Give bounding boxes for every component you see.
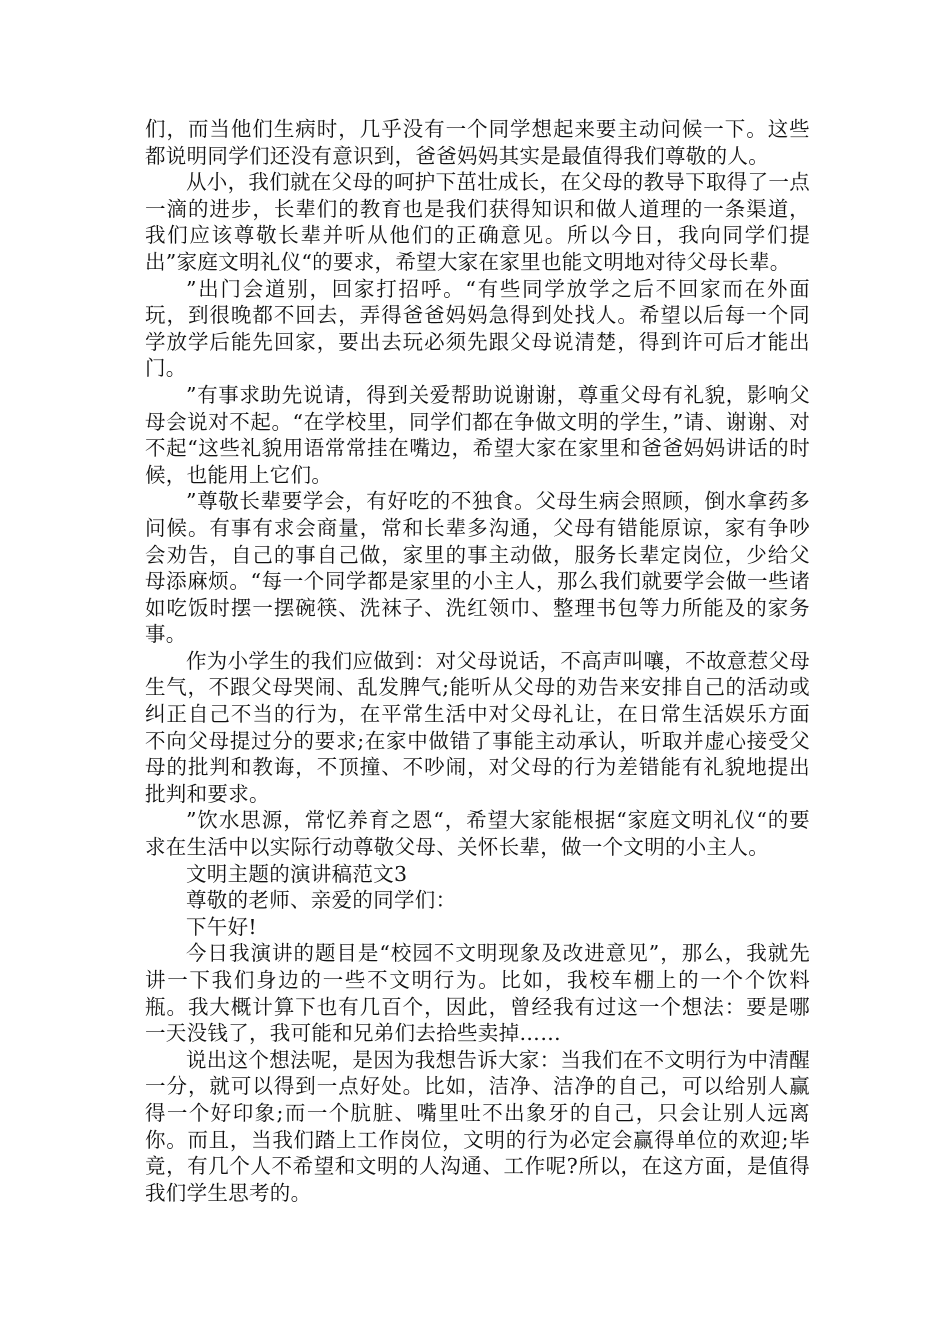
paragraph-say-please: ”有事求助先说请，得到关爱帮助说谢谢，尊重父母有礼貌，影响父母会说对不起。“在学校里，同学们都在争做文明的学生，”请、谢谢、对不起“这些礼貌用语常常挂在嘴边，希望大家在家里和爸爸妈妈讲话的时候，也能用上它们。 — [145, 382, 810, 487]
salutation: 尊敬的老师、亲爱的同学们： — [186, 888, 457, 913]
paragraph-pupil-duties: 作为小学生的我们应做到：对父母说话，不高声叫嚷，不故意惹父母生气，不跟父母哭闹、乱发脾气;能听从父母的劝告来安排自己的活动或纠正自己不当的行为，在平常生活中对父母礼让，在日常生活娱乐方面不向父母提过分的要求;在家中做错了事能主动承认，听取并虚心接受父母的批判和教诲，不顶撞、不吵闹，对父母的行为差错能有礼貌地提出批判和要求。 — [145, 648, 810, 806]
paragraph-gratitude: ”饮水思源，常忆养育之恩“，希望大家能根据“家庭文明礼仪“的要求在生活中以实际行动尊敬父母、关怀长辈，做一个文明的小主人。 — [145, 808, 810, 860]
paragraph-speech-topic: 今日我演讲的题目是“校园不文明现象及改进意见”，那么，我就先讲一下我们身边的一些不文明行为。比如，我校车棚上的一个个饮料瓶。我大概计算下也有几百个，因此，曾经我有过这一个想法：要是哪一天没钱了，我可能和兄弟们去拾些卖掉…… — [145, 941, 810, 1046]
paragraph-growing-up: 从小，我们就在父母的呵护下茁壮成长，在父母的教导下取得了一点一滴的进步，长辈们的教育也是我们获得知识和做人道理的一条渠道，我们应该尊敬长辈并听从他们的正确意见。所以今日，我向同学们提出”家庭文明礼仪“的要求，希望大家在家里也能文明地对待父母长辈。 — [145, 170, 810, 274]
paragraph-reason: 说出这个想法呢，是因为我想告诉大家：当我们在不文明行为中清醒一分，就可以得到一点好处。比如，洁净、洁净的自己，可以给别人赢得一个好印象;而一个肮脏、嘴里吐不出象牙的自己，只会让别人远离你。而且，当我们踏上工作岗位，文明的行为必定会赢得单位的欢迎;毕竟，有几个人不希望和文明的人沟通、工作呢?所以，在这方面，是值得我们学生思考的。 — [145, 1047, 810, 1205]
greeting: 下午好! — [186, 914, 257, 939]
paragraph-respect-elders: ”尊敬长辈要学会，有好吃的不独食。父母生病会照顾，倒水拿药多问候。有事有求会商量，常和长辈多沟通，父母有错能原谅，家有争吵会劝告，自己的事自己做，家里的事主动做，服务长辈定岗位，少给父母添麻烦。“每一个同学都是家里的小主人，那么我们就要学会做一些诸如吃饭时摆一摆碗筷、洗袜子、洗红领巾、整理书包等力所能及的家务事。 — [145, 489, 810, 647]
document-body — [145, 116, 810, 1206]
paragraph-say-goodbye: ”出门会道别，回家打招呼。“有些同学放学之后不回家而在外面玩，到很晚都不回去，弄得爸爸妈妈急得到处找人。希望以后每一个同学放学后能先回家，要出去玩必须先跟父母说清楚，得到许可后才能出门。 — [145, 276, 810, 381]
paragraph-continuation: 们，而当他们生病时，几乎没有一个同学想起来要主动问候一下。这些都说明同学们还没有意识到，爸爸妈妈其实是最值得我们尊敬的人。 — [145, 117, 810, 168]
section-heading: 文明主题的演讲稿范文3 — [186, 861, 408, 886]
